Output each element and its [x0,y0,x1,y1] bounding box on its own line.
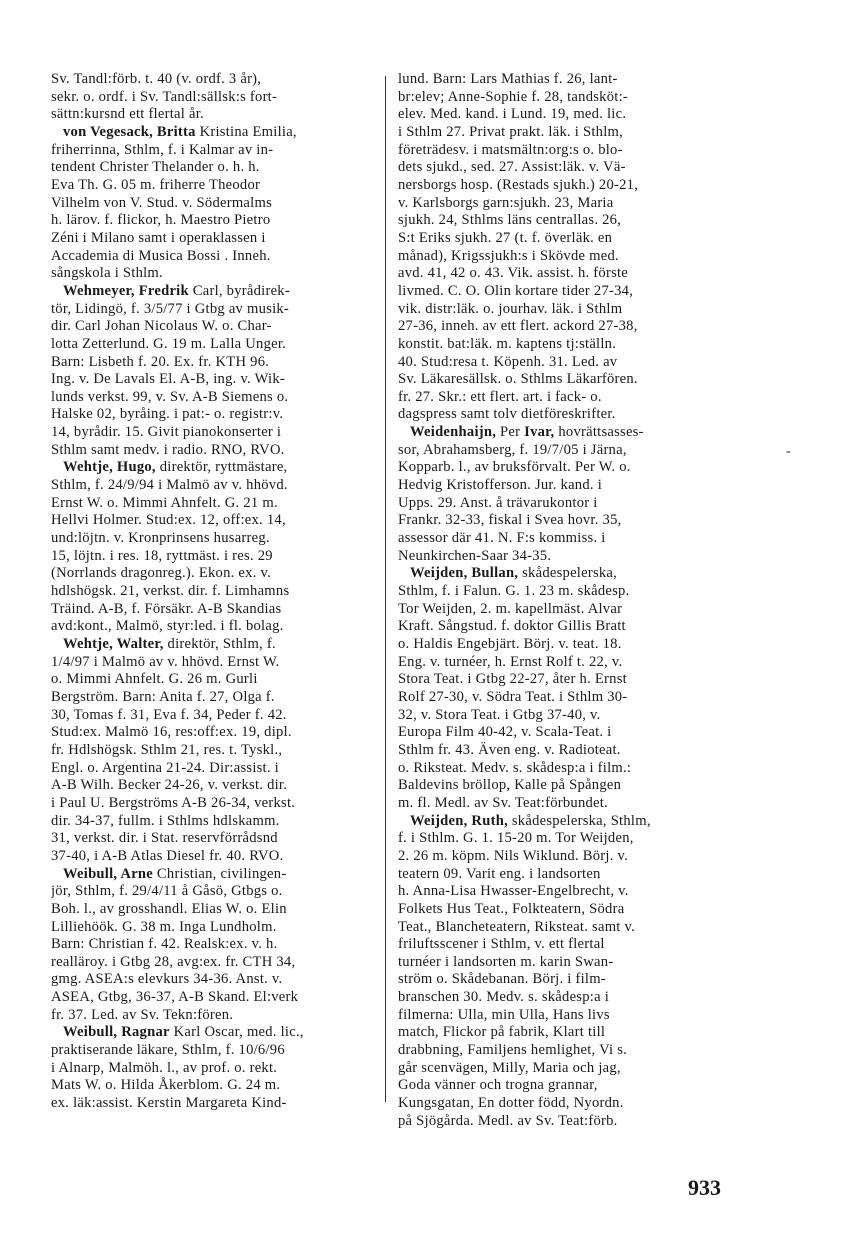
text-line [398,495,723,513]
text-line [398,724,723,742]
text-line [51,795,370,813]
entry-name: Wehmeyer, Fredrik [63,282,189,299]
text-line [398,265,723,283]
entry-text: sekr. o. ordf. i Sv. Tandl:sällsk:s fort- [51,88,278,105]
entry-text: friluftsscener i Sthlm, v. ett flertal [398,936,605,953]
entry-text: Sv. Läkaresällsk. o. Sthlms Läkarfören. [398,371,638,388]
text-line [398,760,723,778]
left-column [51,71,370,1113]
text-line [398,954,723,972]
text-line [398,866,723,884]
text-line [398,71,723,89]
text-line [51,848,370,866]
entry-text: br:elev; Anne-Sophie f. 28, tandsköt:- [398,88,628,105]
entry-text: 14, byrådir. 15. Givit pianokonserter i [51,424,282,441]
text-line [398,901,723,919]
text-line [398,777,723,795]
entry-text: h. lärov. f. flickor, h. Maestro Pietro [51,212,271,229]
text-line [51,442,370,460]
text-line [398,301,723,319]
column-divider [385,76,386,1102]
entry-text: dir. Carl Johan Nicolaus W. o. Char- [51,318,272,335]
text-line [51,354,370,372]
entry-text: Ing. v. De Lavals El. A-B, ing. v. Wik- [51,371,285,388]
entry-text: Tor Weijden, 2. m. kapellmäst. Alvar [398,600,623,617]
entry-text: direktör, ryttmästare, [155,459,288,476]
text-line [398,1077,723,1095]
text-line [51,1060,370,1078]
entry-text: Sthlm fr. 43. Även eng. v. Radioteat. [398,741,621,758]
entry-text: 2. 26 m. köpm. Nils Wiklund. Börj. v. [398,847,629,864]
entry-text: Upps. 29. Anst. å trävarukontor i [398,494,598,511]
text-line [398,989,723,1007]
text-line [51,142,370,160]
text-line [398,283,723,301]
entry-text: går scenvägen, Milly, Maria och jag, [398,1059,621,1076]
entry-text: A-B Wilh. Becker 24-26, v. verkst. dir. [51,777,288,794]
text-line [398,795,723,813]
entry-text: Teat., Blancheteatern, Riksteat. samt v. [398,918,635,935]
entry-text: Karl Oscar, med. lic., [169,1024,304,1041]
text-line [398,583,723,601]
text-line [51,389,370,407]
text-line [398,1007,723,1025]
page-number: 933 [688,1175,721,1200]
text-line [51,618,370,636]
text-line [398,971,723,989]
entry-text: sångskola i Sthlm. [51,265,163,282]
text-line [51,530,370,548]
entry-text: Stora Teat. i Gtbg 22-27, åter h. Ernst [398,671,627,688]
entry-first-line [398,565,723,583]
text-line [398,707,723,725]
entry-text: Träind. A-B, f. Försäkr. A-B Skandias [51,600,282,617]
text-line [51,671,370,689]
text-line [51,89,370,107]
entry-text: livmed. C. O. Olin kortare tider 27-34, [398,282,634,299]
entry-text: Eva Th. G. 05 m. friherre Theodor [51,176,261,193]
entry-text: månad), Krigssjukh:s i Skövde med. [398,247,619,264]
entry-text: o. Mimmi Ahnfelt. G. 26 m. Gurli [51,671,258,688]
text-line [51,1077,370,1095]
entry-text: Kopparb. l., av bruksförvalt. Per W. o. [398,459,631,476]
entry-text: v. Karlsborgs garn:sjukh. 23, Maria [398,194,614,211]
entry-text: företrädesv. i matsmältn:org:s o. blo- [398,141,623,158]
entry-first-line [398,424,723,442]
text-line [398,671,723,689]
text-line [398,406,723,424]
text-line [398,848,723,866]
text-line [398,1060,723,1078]
entry-name: Weidenhaijn, [410,424,497,441]
entry-text: i Alnarp, Malmöh. l., av prof. o. rekt. [51,1059,278,1076]
text-line [398,548,723,566]
entry-text: Baldevins bröllop, Kalle på Spången [398,777,622,794]
margin-mark: - [786,444,791,459]
text-line [398,212,723,230]
text-line [51,989,370,1007]
entry-name: Weijden, Bullan, [410,565,519,582]
entry-text: jör, Sthlm, f. 29/4/11 å Gåsö, Gtbgs o. [51,883,283,900]
text-line [398,919,723,937]
text-line [398,936,723,954]
entry-text: Kraft. Sångstud. f. doktor Gillis Bratt [398,618,626,635]
entry-text: 1/4/97 i Malmö av v. hhövd. Ernst W. [51,653,280,670]
text-line [51,936,370,954]
text-line [51,565,370,583]
text-line [398,230,723,248]
entry-first-line [51,124,370,142]
entry-text: turnéer i landsorten m. karin Swan- [398,953,614,970]
entry-text: h. Anna-Lisa Hwasser-Engelbrecht, v. [398,883,629,900]
entry-text: på Sjögårda. Medl. av Sv. Teat:förb. [398,1112,618,1129]
entry-name: Weijden, Ruth, [410,812,508,829]
entry-text: branschen 30. Medv. s. skådesp:a i [398,989,610,1006]
entry-text: 15, löjtn. i res. 18, ryttmäst. i res. 29 [51,547,273,564]
text-line [51,265,370,283]
entry-text: Goda vänner och trogna grannar, [398,1077,598,1094]
entry-text: Sthlm, f. 24/9/94 i Malmö av v. hhövd. [51,477,288,494]
text-line [398,459,723,477]
text-line [398,389,723,407]
entry-text: sättn:kursnd ett flertal år. [51,106,204,123]
entry-text: Hellvi Holmer. Stud:ex. 12, off:ex. 14, [51,512,286,529]
text-line [51,1095,370,1113]
text-line [398,106,723,124]
entry-text: 32, v. Stora Teat. i Gtbg 37-40, v. [398,706,601,723]
text-line [51,901,370,919]
entry-text: und:löjtn. v. Kronprinsens husarreg. [51,530,270,547]
text-line [398,830,723,848]
entry-text: Mats W. o. Hilda Åkerblom. G. 24 m. [51,1077,281,1094]
text-line [398,883,723,901]
entry-text: S:t Eriks sjukh. 27 (t. f. överläk. en [398,229,613,246]
entry-first-line [51,636,370,654]
text-line [398,1095,723,1113]
text-line [51,830,370,848]
text-line [51,424,370,442]
entry-first-line [398,813,723,831]
entry-text: lund. Barn: Lars Mathias f. 26, lant- [398,71,618,87]
text-line [51,689,370,707]
text-line [51,583,370,601]
right-column [398,71,723,1130]
entry-first-line [51,866,370,884]
text-line [398,336,723,354]
entry-text: elev. Med. kand. i Lund. 19, med. lic. [398,106,627,123]
text-line [51,601,370,619]
text-line [51,336,370,354]
entry-text: Barn: Lisbeth f. 20. Ex. fr. KTH 96. [51,353,270,370]
entry-text: ex. läk:assist. Kerstin Margareta Kind- [51,1095,287,1112]
entry-text: Folkets Hus Teat., Folkteatern, Södra [398,900,625,917]
text-line [51,212,370,230]
entry-text: match, Flickor på fabrik, Klart till [398,1024,606,1041]
text-line [398,177,723,195]
entry-text: praktiserande läkare, Sthlm, f. 10/6/96 [51,1042,285,1059]
entry-text: Christian, civilingen- [153,865,287,882]
entry-text: Frankr. 32-33, fiskal i Svea hovr. 35, [398,512,622,529]
text-line [51,777,370,795]
entry-text: 30, Tomas f. 31, Eva f. 34, Peder f. 42. [51,706,287,723]
text-line [398,318,723,336]
entry-text: avd. 41, 42 o. 43. Vik. assist. h. förste [398,265,629,282]
entry-text: Zéni i Milano samt i operaklassen i [51,229,266,246]
entry-text: m. fl. Medl. av Sv. Teat:förbundet. [398,794,608,811]
entry-text: Neunkirchen-Saar 34-35. [398,547,552,564]
text-line [398,1113,723,1131]
text-line [398,371,723,389]
text-line [51,230,370,248]
entry-text: tör, Lidingö, f. 3/5/77 i Gtbg av musik- [51,300,290,317]
text-line [51,248,370,266]
text-line [51,512,370,530]
entry-text: 40. Stud:resa t. Köpenh. 31. Led. av [398,353,618,370]
text-line [398,1024,723,1042]
text-line [51,760,370,778]
entry-text: Sthlm, f. i Falun. G. 1. 23 m. skådesp. [398,583,630,600]
entry-text: Per [496,424,525,441]
entry-text: sor, Abrahamsberg, f. 19/7/05 i Järna, [398,441,627,458]
text-line [51,813,370,831]
text-line [51,707,370,725]
entry-text: filmerna: Ulla, min Ulla, Hans livs [398,1006,610,1023]
entry-name: Weibull, Ragnar [63,1024,170,1041]
entry-text: gmg. ASEA:s elevkurs 34-36. Anst. v. [51,971,283,988]
text-line [398,601,723,619]
entry-text: 31, verkst. dir. i Stat. reservförrådsnd [51,830,278,847]
entry-text: dets sjukd., sed. 27. Assist:läk. v. Vä- [398,159,626,176]
text-line [51,724,370,742]
entry-text: o. Haldis Engebjärt. Börj. v. teat. 18. [398,636,622,652]
entry-name: Wehtje, Hugo, [63,459,156,476]
text-line [51,654,370,672]
entry-text: lunds verkst. 99, v. Sv. A-B Siemens o. [51,388,289,405]
entry-name: Wehtje, Walter, [63,636,164,652]
entry-text: Lilliehöök. G. 38 m. Inga Lundholm. [51,918,277,935]
entry-first-line [51,283,370,301]
text-line [51,971,370,989]
entry-text: Halske 02, byråing. i pat:- o. registr:v. [51,406,284,423]
text-line [51,477,370,495]
entry-text: hdlshögsk. 21, verkst. dir. f. Limhamns [51,583,290,600]
entry-text: i Sthlm 27. Privat prakt. läk. i Sthlm, [398,123,624,140]
entry-text: nersborgs hosp. (Restads sjukh.) 20-21, [398,176,639,193]
entry-text: (Norrlands dragonreg.). Ekon. ex. v. [51,565,272,582]
text-line [398,689,723,707]
text-line [51,742,370,760]
entry-text: Hedvig Kristofferson. Jur. kand. i [398,477,603,494]
entry-text: hovrättsasses- [554,424,644,441]
entry-text: ström o. Skådebanan. Börj. i film- [398,971,606,988]
entry-text: f. i Sthlm. G. 1. 15-20 m. Tor Weijden, [398,830,634,847]
entry-text: sjukh. 24, Sthlms läns centrallas. 26, [398,212,622,229]
entry-text: Boh. l., av grosshandl. Elias W. o. Elin [51,900,287,917]
entry-text: Carl, byrådirek- [188,282,290,299]
entry-text: Barn: Christian f. 42. Realsk:ex. v. h. [51,936,278,953]
entry-text: fr. 27. Skr.: ett flert. art. i fack- o. [398,388,602,405]
text-line [398,89,723,107]
text-line [51,159,370,177]
text-line [398,354,723,372]
entry-text: assessor där 41. N. F:s kommiss. i [398,530,606,547]
entry-text: friherrinna, Sthlm, f. i Kalmar av in- [51,141,274,158]
entry-text: dagspress samt tolv dietföreskrifter. [398,406,616,423]
text-line [398,530,723,548]
text-line [51,318,370,336]
entry-text: Sthlm samt medv. i radio. RNO, RVO. [51,441,285,458]
entry-text: o. Riksteat. Medv. s. skådesp:a i film.: [398,759,632,776]
text-line [398,618,723,636]
entry-text: Rolf 27-30, v. Södra Teat. i Sthlm 30- [398,688,628,705]
entry-first-line [51,459,370,477]
entry-text: fr. 37. Led. av Sv. Tekn:fören. [51,1006,234,1023]
text-line [398,195,723,213]
text-line [398,442,723,460]
entry-text: vik. distr:läk. o. jourhav. läk. i Sthlm [398,300,623,317]
text-line [398,654,723,672]
entry-text: Kristina Emilia, [195,123,297,140]
text-line [398,142,723,160]
text-line [51,71,370,89]
entry-text: fr. Hdlshögsk. Sthlm 21, res. t. Tyskl., [51,741,283,758]
entry-text: direktör, Sthlm, f. [163,636,276,652]
text-line [51,883,370,901]
entry-text: 37-40, i A-B Atlas Diesel fr. 40. RVO. [51,847,284,864]
text-line [51,954,370,972]
text-line [398,159,723,177]
entry-text: konstit. bat:läk. m. kaptens tj:ställn. [398,335,617,352]
entry-text: dir. 34-37, fullm. i Sthlms hdlskamm. [51,812,280,829]
entry-name: Weibull, Arne [63,865,154,882]
entry-name: von Vegesack, Britta [63,123,196,140]
entry-first-line [51,1024,370,1042]
entry-text: Kungsgatan, En dotter född, Nyordn. [398,1095,624,1112]
text-line [398,248,723,266]
text-line [398,512,723,530]
entry-text: Accademia di Musica Bossi . Inneh. [51,247,271,264]
entry-text: Europa Film 40-42, v. Scala-Teat. i [398,724,612,741]
text-line [51,371,370,389]
entry-text: skådespelerska, Sthlm, [507,812,651,829]
text-line [51,1042,370,1060]
entry-text: drabbning, Familjens hemlighet, Vi s. [398,1042,628,1059]
entry-text: Eng. v. turnéer, h. Ernst Rolf t. 22, v. [398,653,623,670]
text-line [51,301,370,319]
entry-text: Stud:ex. Malmö 16, res:off:ex. 19, dipl. [51,724,292,741]
entry-text: avd:kont., Malmö, styr:led. i fl. bolag. [51,618,284,635]
entry-text: 27-36, inneh. av ett flert. ackord 27-38, [398,318,638,335]
text-line [398,477,723,495]
text-line [51,195,370,213]
text-line [51,548,370,566]
entry-text: Vilhelm von V. Stud. v. Södermalms [51,194,272,211]
text-line [51,1007,370,1025]
entry-text: skådespelerska, [518,565,618,582]
text-line [398,1042,723,1060]
entry-text: Bergström. Barn: Anita f. 27, Olga f. [51,688,275,705]
entry-name: Ivar, [524,424,555,441]
text-line [51,919,370,937]
text-line [398,636,723,654]
entry-text: Sv. Tandl:förb. t. 40 (v. ordf. 3 år), [51,71,262,87]
entry-text: tendent Christer Thelander o. h. h. [51,159,260,176]
entry-text: lotta Zetterlund. G. 19 m. Lalla Unger. [51,335,287,352]
text-line [51,495,370,513]
text-line [51,177,370,195]
text-line [51,106,370,124]
text-line [398,742,723,760]
entry-text: teatern 09. Varit eng. i landsorten [398,865,601,882]
text-line [51,406,370,424]
entry-text: Ernst W. o. Mimmi Ahnfelt. G. 21 m. [51,494,278,511]
text-line [398,124,723,142]
entry-text: realläroy. i Gtbg 28, avg:ex. fr. CTH 34, [51,953,296,970]
entry-text: Engl. o. Argentina 21-24. Dir:assist. i [51,759,279,776]
entry-text: i Paul U. Bergströms A-B 26-34, verkst. [51,794,296,811]
entry-text: ASEA, Gtbg, 36-37, A-B Skand. El:verk [51,989,299,1006]
